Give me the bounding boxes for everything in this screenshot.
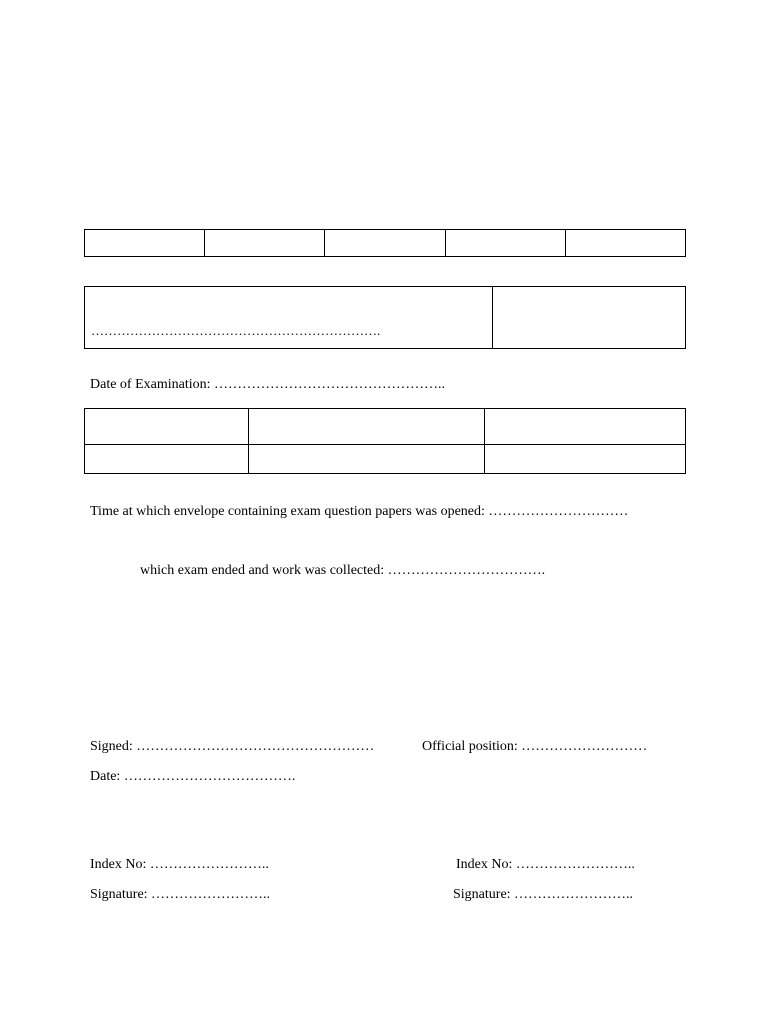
- date-of-examination-dots[interactable]: …………………………………………..: [214, 377, 446, 392]
- time-ended-label: which exam ended and work was collected:: [140, 563, 385, 578]
- table-cell[interactable]: [85, 409, 249, 445]
- right-signature-dots[interactable]: ……………………..: [514, 887, 634, 902]
- top-row-cell-4[interactable]: [446, 230, 566, 256]
- right-index-dots[interactable]: ……………………..: [515, 857, 635, 872]
- date-label: Date:: [90, 769, 121, 784]
- left-index-label: Index No:: [90, 857, 147, 872]
- date-of-examination-label: Date of Examination:: [90, 377, 211, 392]
- top-row-cell-2[interactable]: [205, 230, 325, 256]
- table-cell[interactable]: [249, 445, 485, 473]
- date-dots[interactable]: ……………………………….: [123, 769, 296, 784]
- official-position-line: [422, 739, 647, 755]
- right-index-label: Index No:: [456, 857, 513, 872]
- left-index-line: [90, 857, 269, 873]
- signed-line: [90, 739, 374, 755]
- right-signature-line: [453, 887, 633, 903]
- time-opened-dots[interactable]: …………………………: [488, 504, 629, 519]
- name-box-right-cell[interactable]: [493, 287, 685, 348]
- name-dotted-line: ………………………………………………………….: [91, 323, 381, 338]
- left-signature-line: [90, 887, 270, 903]
- table-cell[interactable]: [249, 409, 485, 445]
- exam-table: [84, 408, 686, 474]
- name-box: [84, 286, 686, 349]
- right-signature-label: Signature:: [453, 887, 511, 902]
- signed-label: Signed:: [90, 739, 133, 754]
- time-ended-dots[interactable]: …………………………….: [387, 563, 546, 578]
- official-position-label: Official position:: [422, 739, 518, 754]
- right-index-line: [456, 857, 635, 873]
- date-line: [90, 769, 295, 785]
- top-row-cell-3[interactable]: [325, 230, 445, 256]
- left-index-dots[interactable]: ……………………..: [149, 857, 269, 872]
- time-ended-line: [140, 563, 545, 579]
- top-row-cell-1[interactable]: [85, 230, 205, 256]
- table-cell[interactable]: [85, 445, 249, 473]
- signed-dots[interactable]: ……………………………………………: [136, 739, 375, 754]
- official-position-dots[interactable]: ………………………: [521, 739, 648, 754]
- left-signature-dots[interactable]: ……………………..: [151, 887, 271, 902]
- time-opened-label: Time at which envelope containing exam question papers was opened:: [90, 504, 485, 519]
- date-of-examination-line: [90, 377, 445, 393]
- time-opened-line: [90, 504, 628, 520]
- table-cell[interactable]: [485, 409, 685, 445]
- left-signature-label: Signature:: [90, 887, 148, 902]
- name-box-left-cell[interactable]: [85, 287, 493, 348]
- top-row-cell-5[interactable]: [566, 230, 685, 256]
- table-cell[interactable]: [485, 445, 685, 473]
- top-five-cell-row: [84, 229, 686, 257]
